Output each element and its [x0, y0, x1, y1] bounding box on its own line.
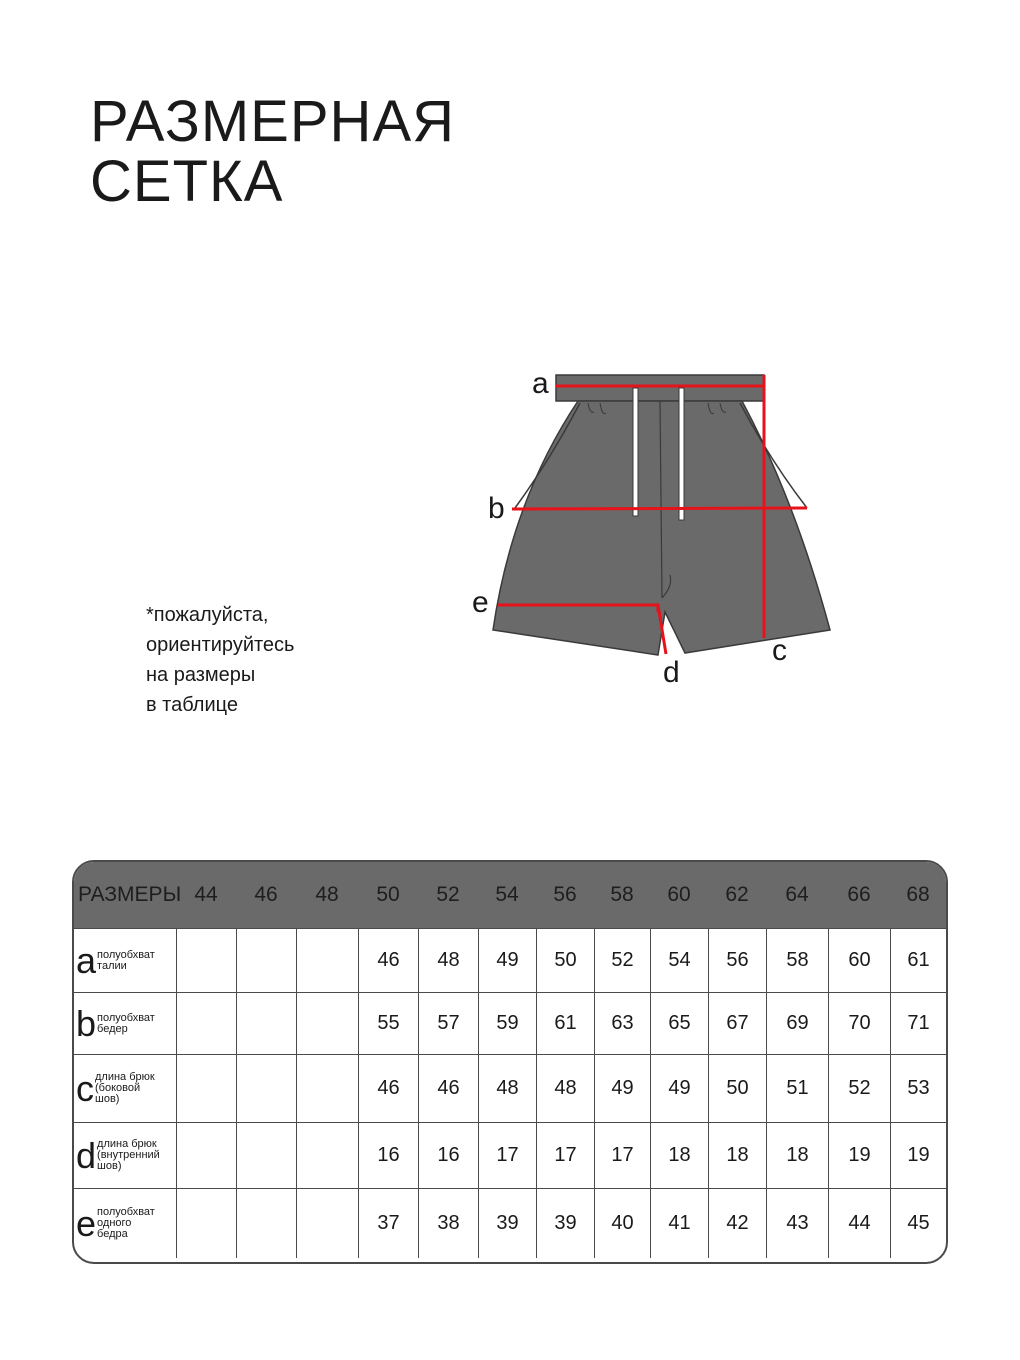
table-cell [296, 1189, 358, 1258]
table-cell: 16 [358, 1123, 418, 1188]
row-label [74, 1189, 176, 1258]
note-line-2: ориентируйтесь [146, 634, 295, 656]
table-row [74, 928, 946, 992]
table-cell: 48 [478, 1055, 536, 1122]
page-title [90, 89, 456, 214]
row-description-line: полуобхват [97, 948, 155, 961]
row-letter: e [76, 1202, 97, 1244]
row-description-line: (внутренний [97, 1149, 160, 1161]
size-header: 52 [436, 883, 460, 906]
table-cell: 17 [478, 1123, 536, 1188]
row-description [97, 1207, 155, 1240]
table-cell: 48 [536, 1055, 594, 1122]
table-cell: 63 [594, 993, 650, 1054]
row-description [97, 950, 155, 972]
label-c: c [772, 634, 787, 667]
table-cell: 51 [766, 1055, 828, 1122]
table-row [74, 992, 946, 1054]
row-description-line: одного [97, 1217, 132, 1229]
size-header: 48 [315, 883, 339, 906]
size-table [72, 860, 948, 1264]
table-cell: 38 [418, 1189, 478, 1258]
table-cell: 16 [418, 1123, 478, 1188]
table-cell: 65 [650, 993, 708, 1054]
row-description-line: длина брюк [97, 1138, 157, 1150]
table-cell [296, 929, 358, 992]
table-cell [176, 993, 236, 1054]
table-cell: 71 [890, 993, 946, 1054]
table-cell: 49 [594, 1055, 650, 1122]
row-letter: a [76, 939, 97, 981]
table-cell: 41 [650, 1189, 708, 1258]
table-cell: 40 [594, 1189, 650, 1258]
title-line-1: РАЗМЕРНАЯ [90, 89, 456, 154]
size-header: 50 [376, 883, 400, 906]
table-cell [176, 1189, 236, 1258]
table-cell [176, 1123, 236, 1188]
table-body [74, 928, 946, 1258]
table-cell: 18 [650, 1123, 708, 1188]
row-description [95, 1072, 155, 1105]
table-row [74, 1188, 946, 1258]
table-cell [296, 1055, 358, 1122]
table-cell: 61 [536, 993, 594, 1054]
row-label [74, 1055, 176, 1122]
table-cell: 55 [358, 993, 418, 1054]
row-label [74, 1123, 176, 1188]
table-cell: 61 [890, 929, 946, 992]
row-letter: d [76, 1134, 97, 1176]
size-header: 58 [610, 883, 634, 906]
table-cell: 46 [418, 1055, 478, 1122]
size-header: 60 [667, 883, 691, 906]
row-description-line: (боковой [95, 1082, 141, 1094]
table-cell [296, 993, 358, 1054]
table-row [74, 1054, 946, 1122]
size-header: 62 [725, 883, 749, 906]
row-description-line: шов) [97, 1160, 122, 1172]
drawstring-left [633, 388, 638, 516]
table-cell: 18 [766, 1123, 828, 1188]
size-header: 68 [906, 883, 930, 906]
table-cell: 53 [890, 1055, 946, 1122]
table-cell [296, 1123, 358, 1188]
row-description-line: шов) [95, 1093, 120, 1105]
table-cell: 58 [766, 929, 828, 992]
size-header: 66 [847, 883, 871, 906]
table-cell: 46 [358, 929, 418, 992]
drawstring-right [679, 388, 684, 520]
table-cell: 57 [418, 993, 478, 1054]
note-line-3: на размеры [146, 664, 256, 686]
table-cell [236, 993, 296, 1054]
row-description [97, 1139, 160, 1172]
row-description-line: длина брюк [95, 1071, 155, 1083]
table-cell: 45 [890, 1189, 946, 1258]
label-a: a [532, 367, 549, 400]
table-cell: 69 [766, 993, 828, 1054]
table-cell: 46 [358, 1055, 418, 1122]
row-description-line: полуобхват [97, 1011, 155, 1024]
table-cell: 18 [708, 1123, 766, 1188]
shorts-measurement-diagram [460, 350, 860, 700]
size-note [146, 600, 294, 720]
table-cell: 50 [536, 929, 594, 992]
table-header-row [74, 862, 946, 928]
table-cell: 19 [890, 1123, 946, 1188]
table-cell: 17 [536, 1123, 594, 1188]
row-label [74, 993, 176, 1054]
table-cell [236, 1055, 296, 1122]
table-cell: 42 [708, 1189, 766, 1258]
table-cell: 60 [828, 929, 890, 992]
table-cell: 19 [828, 1123, 890, 1188]
label-e: e [472, 586, 489, 619]
label-d: d [663, 656, 680, 689]
row-description [97, 1013, 155, 1035]
header-label: РАЗМЕРЫ [78, 883, 182, 906]
title-line-2: СЕТКА [90, 149, 284, 214]
table-cell [236, 1123, 296, 1188]
size-header: 54 [495, 883, 519, 906]
table-cell [176, 1055, 236, 1122]
note-line-4: в таблице [146, 694, 238, 716]
table-cell [176, 929, 236, 992]
table-cell: 44 [828, 1189, 890, 1258]
size-header: 64 [785, 883, 809, 906]
label-b: b [488, 492, 505, 525]
table-cell [236, 1189, 296, 1258]
row-description-line: талии [97, 959, 127, 972]
table-row [74, 1122, 946, 1188]
row-letter: b [76, 1002, 97, 1044]
size-header: 44 [194, 883, 218, 906]
row-description-line: бедра [97, 1228, 128, 1240]
table-cell: 43 [766, 1189, 828, 1258]
table-cell: 50 [708, 1055, 766, 1122]
table-cell: 48 [418, 929, 478, 992]
table-cell: 52 [828, 1055, 890, 1122]
table-cell: 49 [650, 1055, 708, 1122]
table-cell: 56 [708, 929, 766, 992]
table-cell [236, 929, 296, 992]
row-description-line: полуобхват [97, 1206, 155, 1218]
waistband [556, 375, 764, 401]
table-cell: 59 [478, 993, 536, 1054]
table-cell: 37 [358, 1189, 418, 1258]
table-cell: 54 [650, 929, 708, 992]
row-description-line: бедер [97, 1022, 128, 1035]
note-line-1: *пожалуйста, [146, 604, 269, 626]
table-cell: 39 [536, 1189, 594, 1258]
table-cell: 70 [828, 993, 890, 1054]
row-letter: c [76, 1067, 94, 1109]
row-label [74, 929, 176, 992]
size-header: 46 [254, 883, 278, 906]
table-cell: 17 [594, 1123, 650, 1188]
table-cell: 39 [478, 1189, 536, 1258]
table-cell: 49 [478, 929, 536, 992]
size-header: 56 [553, 883, 577, 906]
table-cell: 67 [708, 993, 766, 1054]
table-cell: 52 [594, 929, 650, 992]
